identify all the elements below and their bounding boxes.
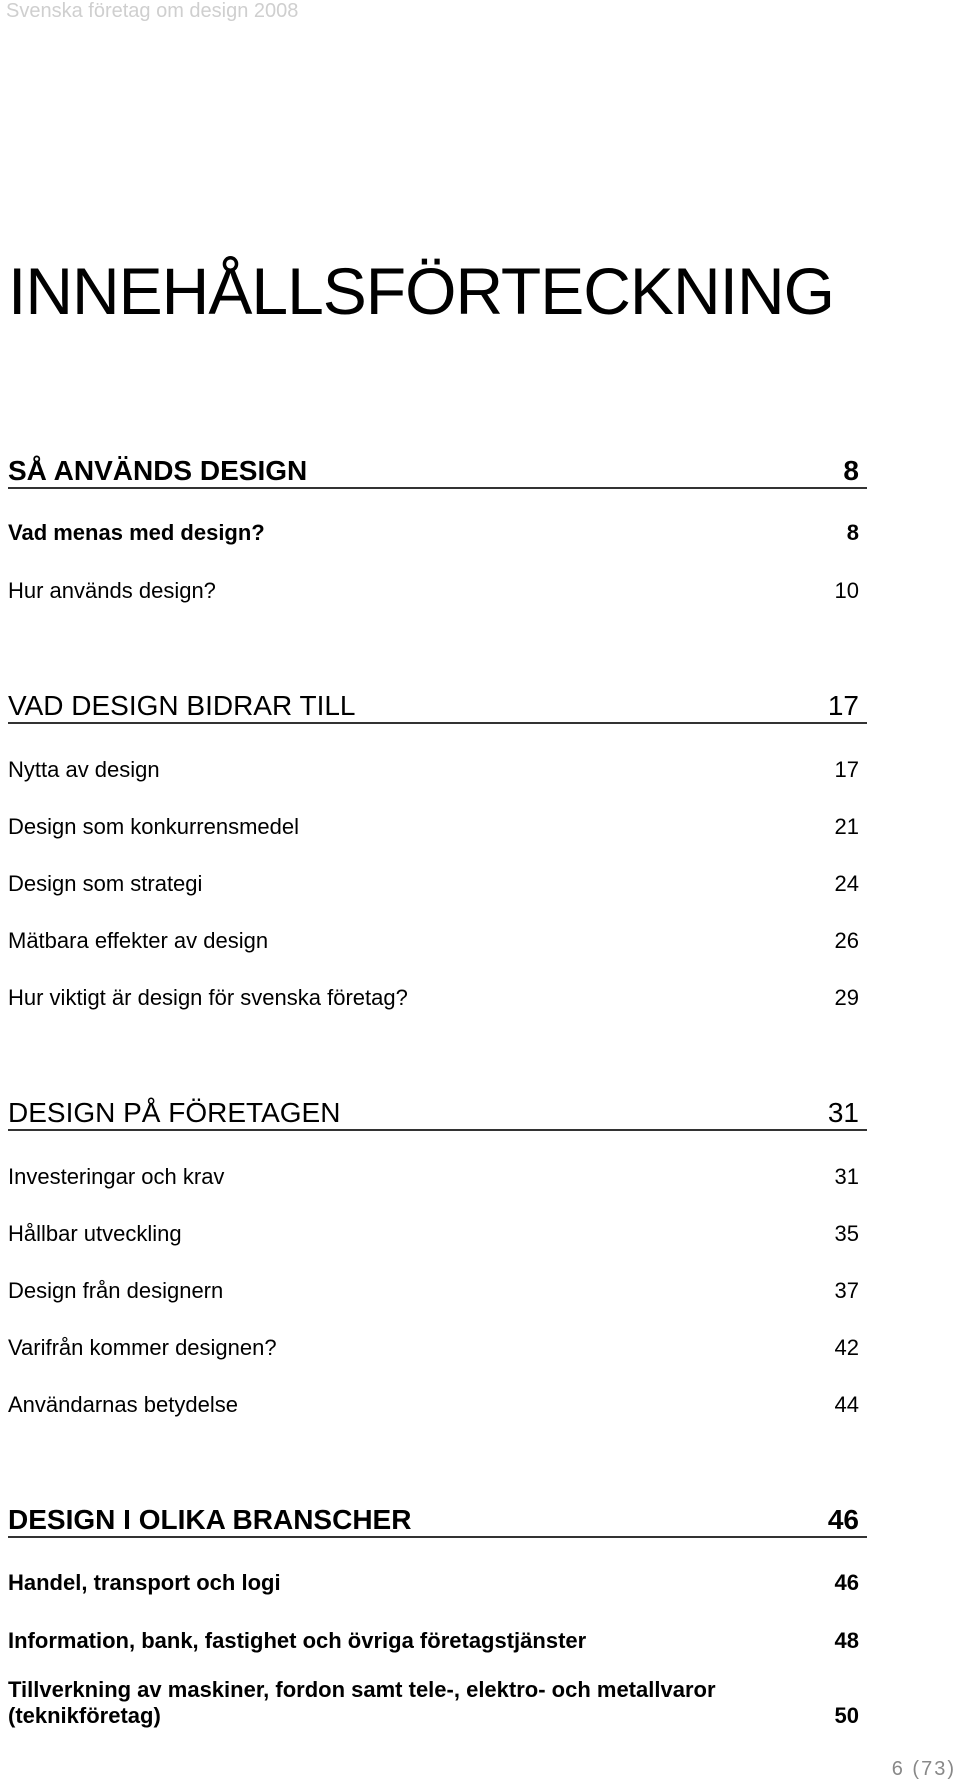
toc-section-4[interactable] <box>8 1504 867 1538</box>
toc-item-page: 31 <box>834 1164 859 1189</box>
toc-item-page: 8 <box>846 520 859 545</box>
toc-section-3[interactable] <box>8 1097 867 1131</box>
toc-item-page: 21 <box>834 814 859 839</box>
page-title: INNEHÅLLSFÖRTECKNING <box>8 254 834 328</box>
toc-item-page: 50 <box>834 1703 859 1728</box>
toc-item[interactable] <box>8 814 859 844</box>
toc-item-page: 24 <box>834 871 859 896</box>
toc-item[interactable] <box>8 520 859 550</box>
toc-item[interactable] <box>8 1673 859 1729</box>
toc-section-1[interactable] <box>8 455 867 489</box>
toc-item-label: Varifrån kommer designen? <box>8 1335 277 1360</box>
toc-item-label: Design som strategi <box>8 871 203 896</box>
toc-section-title: DESIGN PÅ FÖRETAGEN <box>8 1097 341 1128</box>
toc-item-label: Hur viktigt är design för svenska företag? <box>8 985 408 1010</box>
toc-section-2[interactable] <box>8 690 867 724</box>
toc-section-page: 46 <box>827 1504 859 1535</box>
toc-section-page: 31 <box>827 1097 859 1128</box>
toc-item-page: 29 <box>834 985 859 1010</box>
toc-item-page: 48 <box>834 1628 859 1653</box>
toc-item-page: 10 <box>834 578 859 603</box>
toc-section-page: 8 <box>843 455 859 486</box>
toc-item-label: Tillverkning av maskiner, fordon samt tele-, elektro- och metallvaror (teknikföretag) <box>8 1677 716 1728</box>
toc-item[interactable] <box>8 757 859 787</box>
toc-item[interactable] <box>8 1278 859 1308</box>
toc-item-label: Hållbar utveckling <box>8 1221 182 1246</box>
toc-item[interactable] <box>8 1570 859 1600</box>
toc-section-title: VAD DESIGN BIDRAR TILL <box>8 690 356 721</box>
toc-item-page: 44 <box>834 1392 859 1417</box>
toc-item[interactable] <box>8 871 859 901</box>
toc-item[interactable] <box>8 985 859 1015</box>
toc-item-label: Handel, transport och logi <box>8 1570 281 1595</box>
toc-item-label: Nytta av design <box>8 757 160 782</box>
toc-item[interactable] <box>8 578 859 608</box>
toc-item-label: Information, bank, fastighet och övriga företagstjänster <box>8 1628 587 1653</box>
toc-item-label: Hur används design? <box>8 578 216 603</box>
toc-item[interactable] <box>8 1164 859 1194</box>
toc-item-page: 46 <box>834 1570 859 1595</box>
toc-item-label: Investeringar och krav <box>8 1164 225 1189</box>
toc-item-label: Design som konkurrensmedel <box>8 814 300 839</box>
toc-item-page: 37 <box>834 1278 859 1303</box>
toc-item-label: Användarnas betydelse <box>8 1392 238 1417</box>
toc-item-page: 42 <box>834 1335 859 1360</box>
toc-item[interactable] <box>8 1628 859 1658</box>
toc-item-page: 35 <box>834 1221 859 1246</box>
toc-section-page: 17 <box>827 690 859 721</box>
toc-section-title: SÅ ANVÄNDS DESIGN <box>8 455 308 486</box>
toc-item-label: Design från designern <box>8 1278 224 1303</box>
toc-item-page: 17 <box>834 757 859 782</box>
toc-item-label: Vad menas med design? <box>8 520 265 545</box>
running-header: Svenska företag om design 2008 <box>6 0 299 22</box>
page-indicator: 6 (73) <box>891 1758 956 1780</box>
toc-item-page: 26 <box>834 928 859 953</box>
toc-item[interactable] <box>8 928 859 958</box>
toc-item-label: Mätbara effekter av design <box>8 928 269 953</box>
toc-section-title: DESIGN I OLIKA BRANSCHER <box>8 1504 412 1535</box>
toc-item[interactable] <box>8 1392 859 1422</box>
toc-item[interactable] <box>8 1335 859 1365</box>
toc-item[interactable] <box>8 1221 859 1251</box>
